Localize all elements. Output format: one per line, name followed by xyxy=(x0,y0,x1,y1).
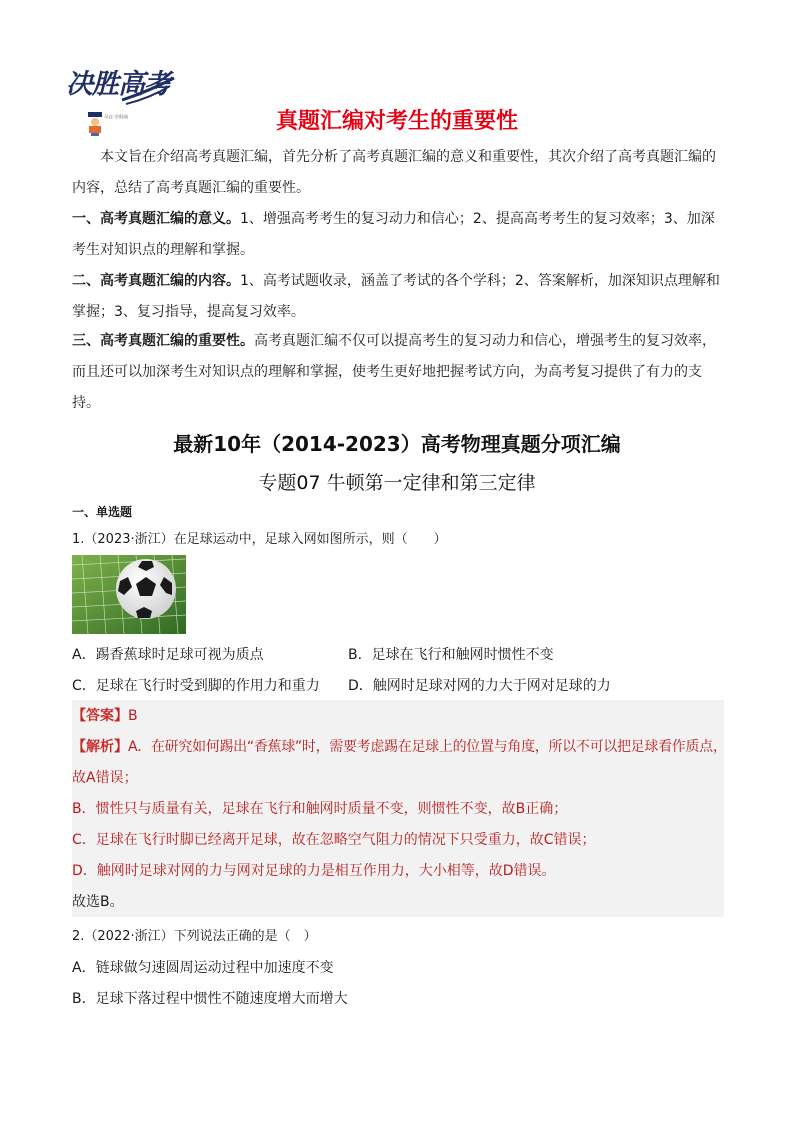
point-text: 1、高考试题收录，涵盖了考试的各个学科；2、答案解析，加深知识点理解和掌握；3、复习指导，提高复习效率。 xyxy=(72,273,720,320)
main-title: 真题汇编对考生的重要性 xyxy=(275,109,518,134)
analysis-conclusion: 故选B。 xyxy=(72,894,124,910)
point-lead: 三、高考真题汇编的重要性。 xyxy=(72,333,254,349)
question-1-stem: 1.（2023·浙江）在足球运动中，足球入网如图所示，则（ ） xyxy=(72,532,447,547)
point-meaning xyxy=(72,204,724,266)
point-text: 高考真题汇编不仅可以提高考生的复习动力和信心，增强考生的复习效率，而且还可以加深考生对知识点的理解和掌握，使考生更好地把握考试方向，为高考复习提供了有力的支持。 xyxy=(72,333,716,411)
analysis-line-5: D．触网时足球对网的力与网对足球的力是相互作用力，大小相等，故D错误。 xyxy=(72,863,556,879)
question-1-option-a: A．踢香蕉球时足球可视为质点 xyxy=(72,647,264,663)
question-1-option-d: D．触网时足球对网的力大于网对足球的力 xyxy=(348,678,611,694)
section-title: 最新10年（2014-2023）高考物理真题分项汇编 xyxy=(173,432,621,456)
soccer-ball-icon xyxy=(72,555,186,634)
question-1-option-b: B．足球在飞行和触网时惯性不变 xyxy=(348,647,554,663)
analysis-line-2: 故A错误； xyxy=(72,770,138,786)
question-2-option-b: B．足球下落过程中惯性不随速度增大而增大 xyxy=(72,991,348,1007)
intro-paragraph: 本文旨在介绍高考真题汇编，首先分析了高考真题汇编的意义和重要性，其次介绍了高考真题汇编的内容，总结了高考真题汇编的重要性。 xyxy=(72,149,716,196)
answer-value: B xyxy=(128,708,138,724)
analysis-line-1 xyxy=(72,737,727,757)
logo-text: 决胜高考 xyxy=(66,69,170,100)
point-text: 1、增强高考考生的复习动力和信心；2、提高高考考生的复习效率；3、加深考生对知识点的理解和掌握。 xyxy=(72,211,715,258)
analysis-text: A．在研究如何踢出“香蕉球”时，需要考虑踢在足球上的位置与角度，所以不可以把足球看作质点， xyxy=(128,739,727,755)
question-1-option-c: C．足球在飞行时受到脚的作用力和重力 xyxy=(72,678,320,694)
question-category: 一、单选题 xyxy=(72,505,133,519)
logo-subtext: 尽在·学科网 xyxy=(104,114,128,121)
topic-subtitle: 专题07 牛顿第一定律和第三定律 xyxy=(258,472,536,494)
point-lead: 二、高考真题汇编的内容。 xyxy=(72,273,240,289)
answer-line xyxy=(72,706,724,726)
question-2-option-a: A．链球做匀速圆周运动过程中加速度不变 xyxy=(72,960,334,976)
answer-tag: 【答案】 xyxy=(72,708,128,724)
point-content xyxy=(72,266,724,328)
analysis-line-3: B．惯性只与质量有关，足球在飞行和触网时质量不变，则惯性不变，故B正确； xyxy=(72,801,568,817)
point-importance xyxy=(72,326,724,419)
analysis-line-4: C．足球在飞行时脚已经离开足球，故在忽略空气阻力的情况下只受重力，故C错误； xyxy=(72,832,596,848)
soccer-ball-net-image xyxy=(72,555,186,634)
point-lead: 一、高考真题汇编的意义。 xyxy=(72,211,240,227)
question-2-stem: 2.（2022·浙江）下列说法正确的是（ ） xyxy=(72,929,317,944)
analysis-tag: 【解析】 xyxy=(72,739,128,755)
